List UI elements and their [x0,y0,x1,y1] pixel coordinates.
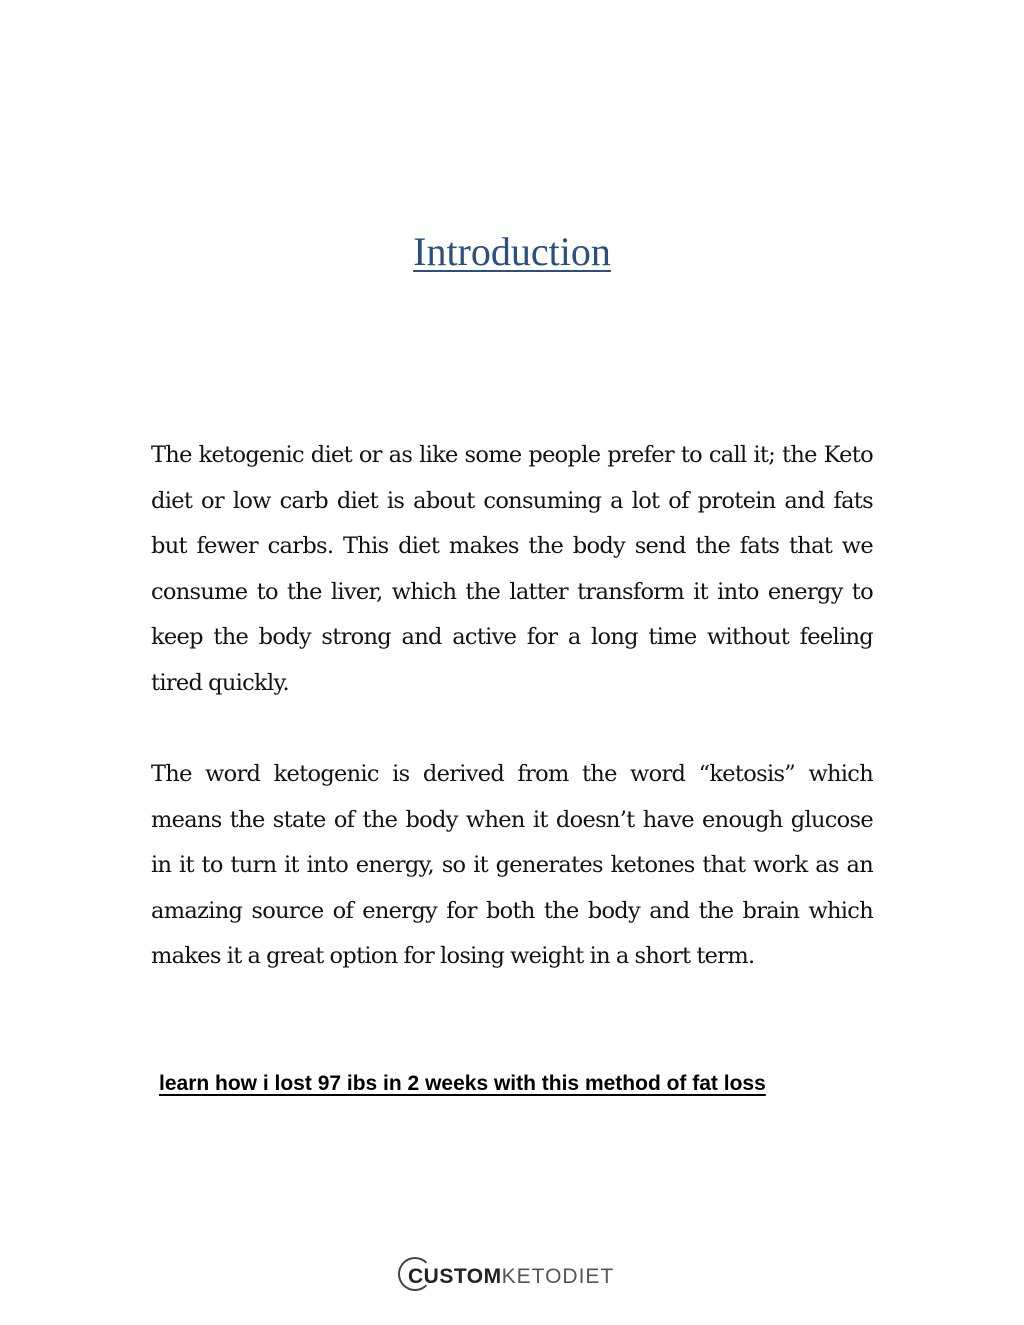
logo-text-custom: CUSTOM [408,1265,502,1288]
intro-paragraph-1: The ketogenic diet or as like some people prefer to call it; the Keto diet or low carb diet is about consuming a lot of protein and fats but fewer carbs. This diet makes the body send the fats that we consume to the liver, which the latter transform it into energy to keep the body strong and active for a long time without feeling tired quickly. [151,442,873,696]
logo-text-ketodiet: KETODIET [501,1265,615,1288]
logo-text [398,1265,614,1289]
footer-logo [398,1255,614,1299]
promo-link[interactable]: learn how i lost 97 ibs in 2 weeks with this method of fat loss [159,1072,766,1095]
intro-paragraph-2: The word ketogenic is derived from the word “ketosis” which means the state of the body when it doesn’t have enough glucose in it to turn it into energy, so it generates ketones that work as an amazing source of energy for both the body and the brain which makes it a great option for losing weight in a short term. [151,761,873,970]
page-title-text: Introduction [413,229,611,274]
page-title [0,226,1024,278]
